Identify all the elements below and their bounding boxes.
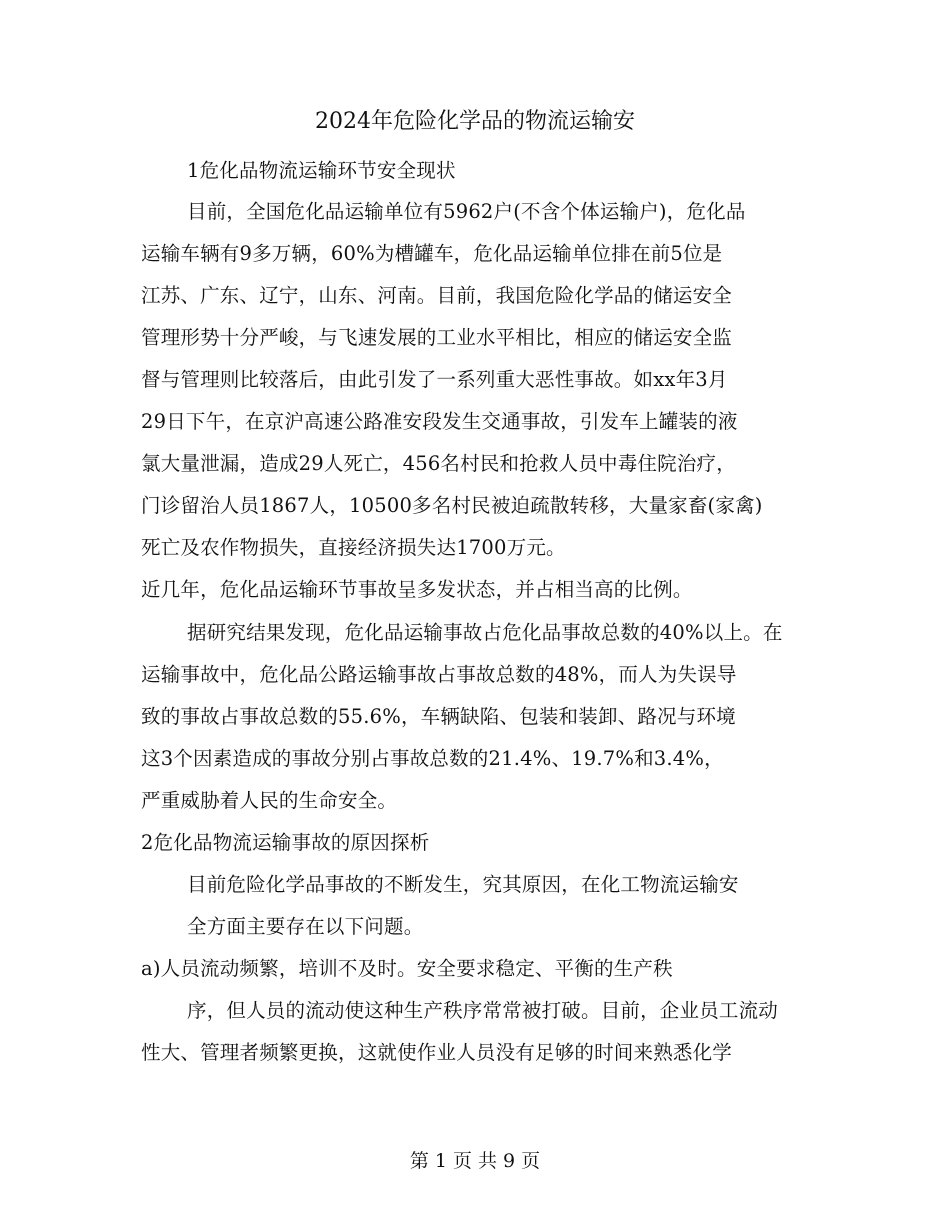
paragraph-line: 序，但人员的流动使这种生产秩序常常被打破。目前，企业员工流动 (187, 999, 779, 1022)
paragraph-line: 江苏、广东、辽宁，山东、河南。目前，我国危险化学品的储运安全 (141, 284, 733, 307)
paragraph-line: 严重威胁着人民的生命安全。 (141, 789, 398, 812)
paragraph-line: 全方面主要存在以下问题。 (187, 915, 424, 938)
paragraph-line: 管理形势十分严峻，与飞速发展的工业水平相比，相应的储运安全监 (141, 326, 733, 349)
section-heading-2: 目前危险化学品事故的不断发生，究其原因，在化工物流运输安 (187, 873, 739, 896)
paragraph-line: 氯大量泄漏，造成29人死亡，456名村民和抢救人员中毒住院治疗， (141, 452, 736, 475)
paragraph-line: 致的事故占事故总数的55.6%，车辆缺陷、包装和装卸、路况与环境 (141, 705, 736, 728)
paragraph-line: 目前，全国危化品运输单位有5962户(不含个体运输户)，危化品 (187, 200, 746, 223)
paragraph-line: 门诊留治人员1867人，10500多名村民被迫疏散转移，大量家畜(家禽) (141, 494, 763, 517)
document-title: 2024年危险化学品的物流运输安 (315, 109, 635, 134)
page-footer: 第 1 页 共 9 页 (409, 1150, 541, 1172)
paragraph-line: 29日下午，在京沪高速公路准安段发生交通事故，引发车上罐装的液 (141, 410, 738, 433)
paragraph-line: 2危化品物流运输事故的原因探析 (141, 831, 430, 854)
paragraph-line: 运输事故中，危化品公路运输事故占事故总数的48%，而人为失误导 (141, 663, 737, 686)
paragraph-line: 近几年，危化品运输环节事故呈多发状态，并占相当高的比例。 (141, 578, 693, 601)
paragraph-line: 据研究结果发现，危化品运输事故占危化品事故总数的40%以上。在 (187, 621, 783, 644)
paragraph-line: 死亡及农作物损失，直接经济损失达1700万元。 (141, 536, 566, 559)
paragraph-line: 性大、管理者频繁更换，这就使作业人员没有足够的时间来熟悉化学 (141, 1041, 733, 1064)
paragraph-line: 运输车辆有9多万辆，60%为槽罐车，危化品运输单位排在前5位是 (141, 242, 723, 265)
paragraph-line: 督与管理则比较落后，由此引发了一系列重大恶性事故。如xx年3月 (141, 368, 728, 391)
section-heading-1: 1危化品物流运输环节安全现状 (187, 159, 456, 182)
paragraph-line: 这3个因素造成的事故分别占事故总数的21.4%、19.7%和3.4%， (141, 747, 724, 770)
paragraph-line: a)人员流动频繁，培训不及时。安全要求稳定、平衡的生产秩 (141, 957, 673, 980)
